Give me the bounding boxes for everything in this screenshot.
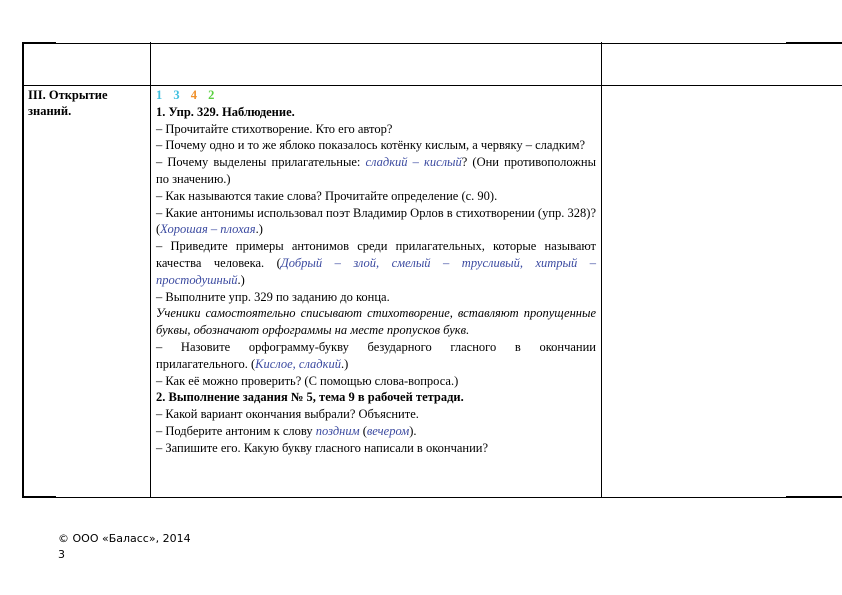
- table-top-border-mid: [56, 43, 786, 44]
- teacher-note: Ученики самостоятельно списывают стихотворение, вставляют пропущенные буквы, обозначают орфограммы на месте пропусков букв.: [156, 306, 596, 338]
- answer: Кислое, сладкий: [255, 356, 341, 371]
- table-column-divider-1: [150, 42, 151, 498]
- task-number-3: 4: [190, 88, 197, 102]
- table-bottom-border: [22, 496, 56, 498]
- question: – Приведите примеры антонимов среди прилагательных, которые называют качества человека. (Добрый – злой, смелый – трусливый, хитрый – простодушный.): [156, 239, 597, 287]
- lesson-content: [156, 87, 596, 457]
- table-row-separator: [22, 85, 842, 86]
- exercise-2-title: 2. Выполнение задания № 5, тема 9 в рабочей тетради.: [156, 390, 464, 405]
- question: – Запишите его. Какую букву гласного написали в окончании?: [156, 440, 489, 455]
- question: – Почему выделены прилагательные: сладкий – кислый? (Они противоположны по значению.): [156, 155, 596, 186]
- answer: вечером: [366, 423, 410, 438]
- answer: Хорошая – плохая: [160, 222, 256, 237]
- page-number: 3: [58, 548, 65, 561]
- task-numbers: [156, 87, 596, 104]
- question: – Почему одно и то же яблоко показалось котёнку кислым, а червяку – сладким?: [156, 138, 586, 153]
- question: – Как называются такие слова? Прочитайте определение (с. 90).: [156, 188, 498, 203]
- task-number-1: 1: [156, 88, 163, 102]
- question: – Какие антонимы использовал поэт Владимир Орлов в стихотворении (упр. 328)? (Хорошая – плохая.): [156, 205, 596, 237]
- question: – Выполните упр. 329 по заданию до конца.: [156, 289, 390, 304]
- copyright: © ООО «Баласс», 2014: [58, 532, 191, 545]
- table-top-border-right: [786, 42, 842, 44]
- question: – Как её можно проверить? (С помощью слова-вопроса.): [156, 373, 459, 388]
- answer: Добрый – злой, смелый – трусливый, хитрый – простодушный: [156, 255, 597, 287]
- answer: поздним: [315, 423, 360, 438]
- task-number-4: 2: [208, 88, 215, 102]
- section-title: III. Открытие знаний.: [28, 88, 108, 118]
- table-column-divider-2: [601, 42, 602, 498]
- question: – Прочитайте стихотворение. Кто его автор?: [156, 121, 393, 136]
- exercise-1-title: 1. Упр. 329. Наблюдение.: [156, 104, 295, 119]
- question: – Подберите антоним к слову поздним (вечером).: [156, 423, 417, 438]
- question: – Назовите орфограмму-букву безударного гласного в окончании прилагательного. (Кислое, сладкий.): [156, 339, 596, 371]
- table-left-border: [22, 42, 24, 498]
- question: – Какой вариант окончания выбрали? Объясните.: [156, 407, 419, 422]
- answer: сладкий – кислый: [365, 155, 462, 170]
- task-number-2: 3: [173, 88, 180, 102]
- table-top-border: [22, 42, 56, 44]
- table-bottom-border-mid: [56, 497, 786, 498]
- table-bottom-border-right: [786, 496, 842, 498]
